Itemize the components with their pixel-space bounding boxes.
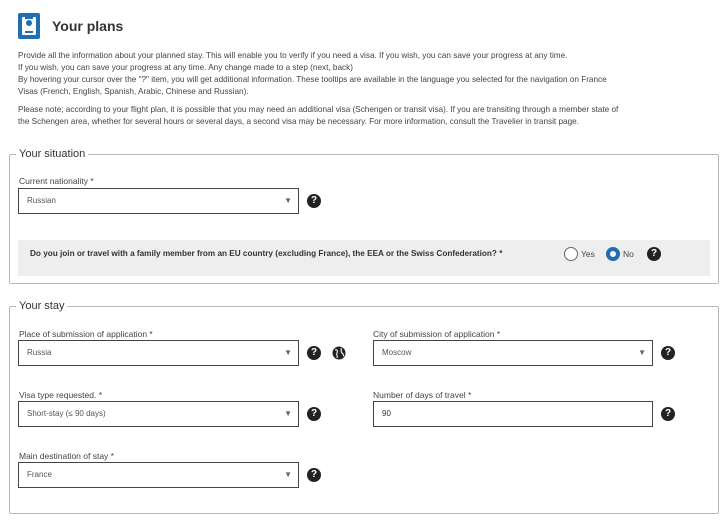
chevron-down-icon: ▼ (284, 409, 292, 418)
nationality-value: Russian (27, 196, 56, 205)
family-question-text: Do you join or travel with a family member from an EU country (excluding France), the EEA or the Swiss Confederation? * (30, 249, 503, 258)
intro-line: By hovering your cursor over the "?" item, you will get additional information. These tooltips are available in the language you selected for the navigation on France (18, 75, 607, 84)
intro-line: Provide all the information about your planned stay. This will enable you to verify if you need a visa. If you wish, you can save your progress at any time. (18, 51, 568, 60)
city-label: City of submission of application * (373, 329, 501, 339)
place-label: Place of submission of application * (19, 329, 153, 339)
radio-yes[interactable] (564, 247, 578, 261)
place-value: Russia (27, 348, 52, 357)
page-title: Your plans (52, 18, 124, 34)
section-legend: Your stay (19, 300, 65, 312)
radio-yes-label: Yes (581, 249, 595, 259)
visa-type-label: Visa type requested. * (19, 390, 103, 400)
help-icon[interactable]: ? (307, 346, 321, 360)
nationality-select[interactable] (18, 188, 299, 214)
intro-note: the Schengen area, whether for several hours or several days, a second visa may be necessary. For more information, consult the Travelier in transit page. (18, 117, 579, 126)
help-icon[interactable]: ? (661, 346, 675, 360)
city-value: Moscow (382, 348, 412, 357)
intro-line: If you wish, you can save your progress at any time. Any change made to a step (next, back) (18, 63, 353, 72)
nationality-label: Current nationality * (19, 176, 94, 186)
your-stay-section (9, 300, 719, 514)
help-icon[interactable]: ? (307, 468, 321, 482)
radio-no-label: No (623, 249, 634, 259)
document-icon (18, 13, 40, 39)
family-member-question (18, 240, 710, 276)
days-input[interactable]: 90 (373, 401, 653, 427)
visa-type-value: Short-stay (≤ 90 days) (27, 409, 106, 418)
globe-icon[interactable] (332, 346, 346, 360)
help-icon[interactable]: ? (647, 247, 661, 261)
intro-text (18, 50, 718, 128)
destination-select[interactable] (18, 462, 299, 488)
chevron-down-icon: ▼ (284, 196, 292, 205)
help-icon[interactable]: ? (307, 407, 321, 421)
help-icon[interactable]: ? (661, 407, 675, 421)
chevron-down-icon: ▼ (284, 470, 292, 479)
help-icon[interactable]: ? (307, 194, 321, 208)
visa-type-select[interactable] (18, 401, 299, 427)
your-situation-section (9, 148, 719, 284)
destination-value: France (27, 470, 52, 479)
destination-label: Main destination of stay * (19, 451, 114, 461)
intro-line: Visas (French, English, Spanish, Arabic, Chinese and Russian). (18, 87, 249, 96)
radio-no[interactable] (606, 247, 620, 261)
days-label: Number of days of travel * (373, 390, 472, 400)
page-header (18, 12, 123, 40)
chevron-down-icon: ▼ (284, 348, 292, 357)
city-select[interactable] (373, 340, 653, 366)
chevron-down-icon: ▼ (638, 348, 646, 357)
section-legend: Your situation (19, 148, 86, 160)
intro-note: Please note; according to your flight plan, it is possible that you may need an additional visa (Schengen or transit visa). If you are transiting through a member state of (18, 105, 619, 114)
place-select[interactable] (18, 340, 299, 366)
